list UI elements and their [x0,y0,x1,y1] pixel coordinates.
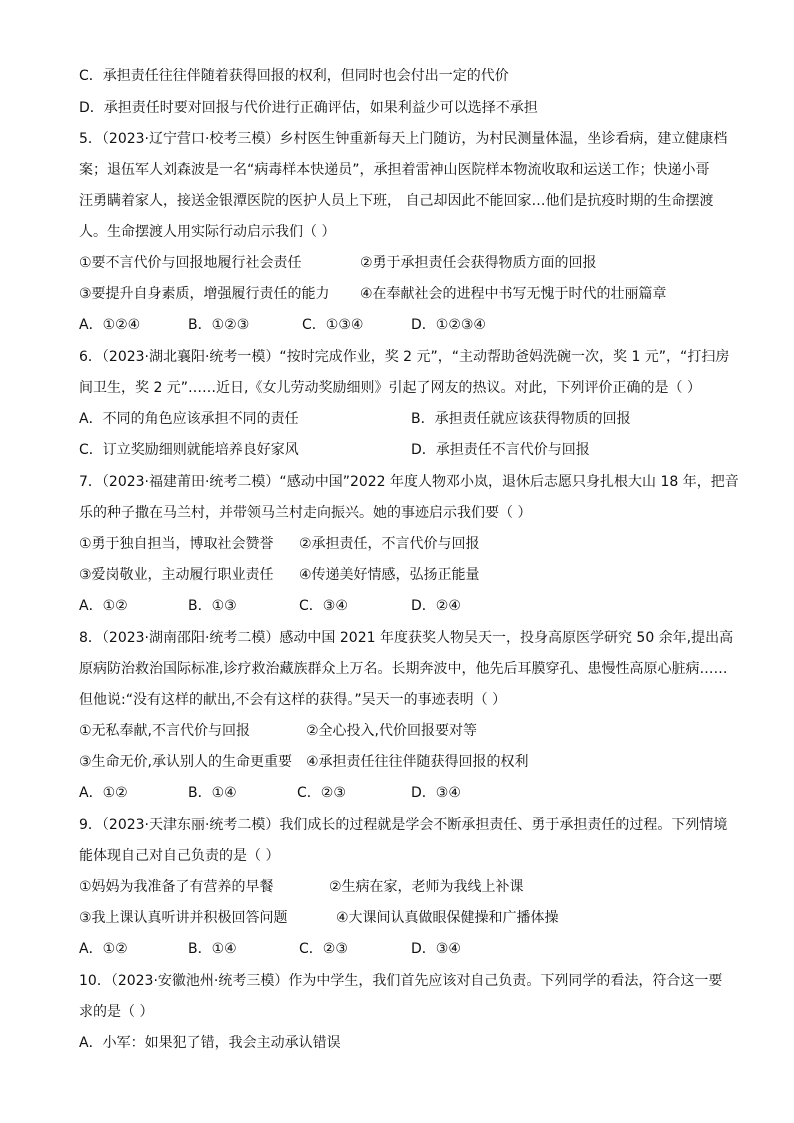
q7-stem-line-2: 乐的种子撒在马兰村，并带领马兰村走向振兴。她的事迹启示我们要（ ） [79,505,532,521]
q5-stem-line-3: 汪勇瞒着家人，接送金银潭医院的医护人员上下班， 自己却因此不能回家…他们是抗疫时期的生命摆渡 [79,193,714,209]
q5-option-b: B．①②③ [188,317,250,333]
q5-statement-4: ④在奉献社会的进程中书写无愧于时代的壮丽篇章 [360,286,667,302]
q9-statement-4: ④大课间认真做眼保健操和广播体操 [336,910,559,926]
q9-stem-line-1: 9．（2023·天津东丽·统考二模）我们成长的过程就是学会不断承担责任、勇于承担责任的过程。下列情境 [79,817,728,833]
q6-option-d: D．承担责任不言代价与回报 [411,442,590,458]
q7-statement-3: ③爱岗敬业，主动履行职业责任 [79,567,274,583]
q8-option-b: B．①④ [188,785,237,801]
q8-option-d: D．③④ [411,785,461,801]
q9-stem-line-2: 能体现自己对自己负责的是（ ） [79,848,280,864]
q6-option-c: C．订立奖励细则就能培养良好家风 [79,442,299,458]
q5-option-c: C．①③④ [302,317,364,333]
q5-statement-3: ③要提升自身素质，增强履行责任的能力 [79,286,330,302]
q5-stem-line-2: 案；退伍军人刘森波是一名“病毒样本快递员”，承担着雷神山医院样本物流收取和运送工作；快递小哥 [79,162,710,178]
q10-stem-line-2: 求的是（ ） [79,1004,154,1020]
q4-option-c: C．承担责任往往伴随着获得回报的权利，但同时也会付出一定的代价 [79,68,509,84]
q8-stem-line-2: 原病防治救治国际标准,诊疗救治藏族群众上万名。长期奔波中，他先后耳膜穿孔、患慢性高原心脏病…… [79,661,728,677]
q8-option-a: A．①② [79,785,128,801]
q5-stem-line-4: 人。生命摆渡人用实际行动启示我们（ ） [79,224,336,240]
q7-option-a: A．①② [79,598,128,614]
q8-option-c: C．②③ [297,785,346,801]
q7-option-b: B．①③ [188,598,237,614]
q8-statement-2: ②全心投入,代价回报要对等 [306,723,478,739]
q7-statement-1: ①勇于独自担当，博取社会赞誉 [79,536,274,552]
q7-option-c: C．③④ [299,598,348,614]
q5-option-a: A．①②④ [79,317,141,333]
q8-stem-line-3: 但他说:“没有这样的献出,不会有这样的获得。”吴天一的事迹表明（ ） [79,692,507,708]
q9-statement-2: ②生病在家，老师为我线上补课 [329,879,524,895]
q9-statement-1: ①妈妈为我准备了有营养的早餐 [79,879,274,895]
q6-stem-line-1: 6．（2023·湖北襄阳·统考一模）“按时完成作业，奖 2 元”，“主动帮助爸妈洗碗一次，奖 1 元”，“打扫房 [79,349,730,365]
q6-option-a: A．不同的角色应该承担不同的责任 [79,411,299,427]
q7-option-d: D．②④ [411,598,461,614]
q9-option-c: C．②③ [299,941,348,957]
q10-option-a: A．小军：如果犯了错，我会主动承认错误 [79,1035,341,1051]
q8-stem-line-1: 8．（2023·湖南邵阳·统考二模）感动中国 2021 年度获奖人物吴天一，投身高原医学研究 50 余年,提出高 [79,630,734,646]
q5-option-d: D．①②③④ [411,317,486,333]
q9-option-a: A．①② [79,941,128,957]
q10-stem-line-1: 10．（2023·安徽池州·统考三模）作为中学生，我们首先应该对自己负责。下列同学的看法，符合这一要 [79,973,723,989]
q5-statement-2: ②勇于承担责任会获得物质方面的回报 [360,255,597,271]
q4-option-d: D．承担责任时要对回报与代价进行正确评估，如果利益少可以选择不承担 [79,100,538,116]
q7-statement-2: ②承担责任，不言代价与回报 [299,536,480,552]
q8-statement-4: ④承担责任往往伴随获得回报的权利 [306,754,529,770]
q8-statement-1: ①无私奉献,不言代价与回报 [79,723,251,739]
q7-statement-4: ④传递美好情感，弘扬正能量 [299,567,480,583]
q7-stem-line-1: 7．（2023·福建莆田·统考二模）“感动中国”2022 年度人物邓小岚，退休后志愿只身扎根大山 18 年，把音 [79,474,739,490]
q8-statement-3: ③生命无价,承认别人的生命更重要 [79,754,293,770]
q5-stem-line-1: 5．（2023·辽宁营口·校考三模）乡村医生钟重新每天上门随访，为村民测量体温，坐诊看病，建立健康档 [79,131,728,147]
q9-statement-3: ③我上课认真听讲并积极回答问题 [79,910,288,926]
q5-statement-1: ①要不言代价与回报地履行社会责任 [79,255,302,271]
q6-option-b: B．承担责任就应该获得物质的回报 [411,411,631,427]
q9-option-d: D．③④ [411,941,461,957]
q9-option-b: B．①④ [188,941,237,957]
q6-stem-line-2: 间卫生，奖 2 元”……近日,《女儿劳动奖励细则》引起了网友的热议。对此，下列评价正确的是（ ） [79,380,701,396]
